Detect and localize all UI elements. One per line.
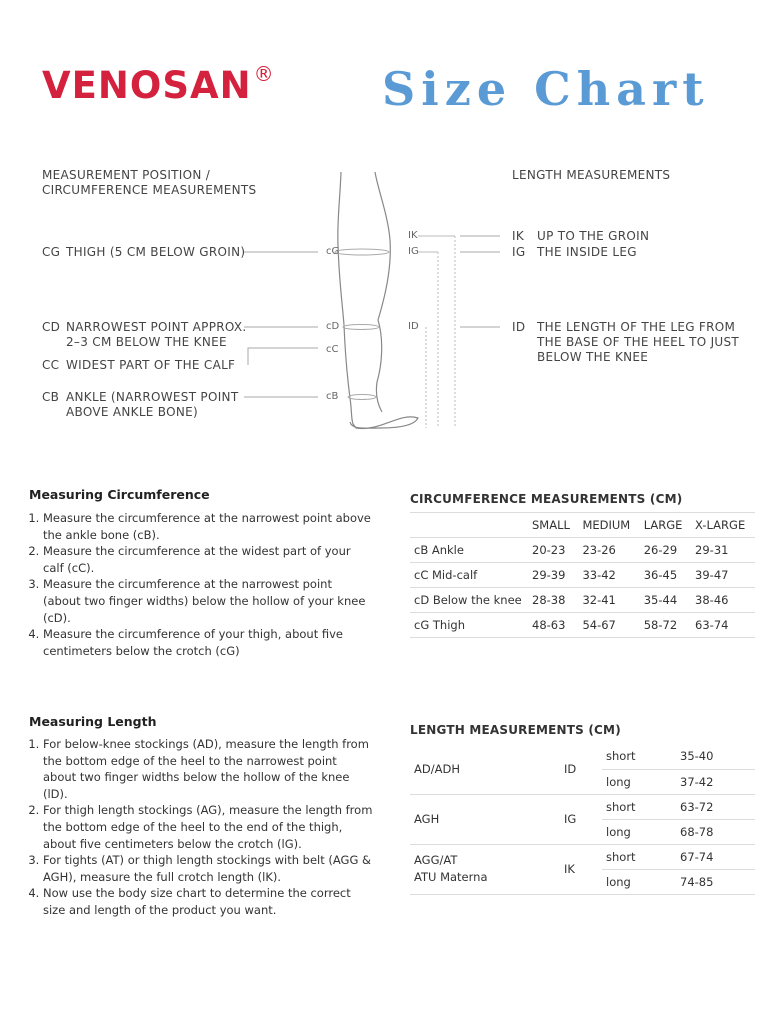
length-value: 63-72 xyxy=(676,794,755,819)
table-cell: 28-38 xyxy=(528,588,578,613)
product-name: AGH xyxy=(414,812,440,826)
ig-code: IG xyxy=(512,245,526,259)
cb-text-line1: ANKLE (NARROWEST POINT xyxy=(66,390,239,404)
code-cell: ID xyxy=(560,744,602,794)
table-row xyxy=(410,613,755,638)
code-cell: IK xyxy=(560,844,602,894)
cg-code: CG xyxy=(42,245,61,259)
ig-text: THE INSIDE LEG xyxy=(537,245,637,259)
list-item: 1. For below-knee stockings (AD), measure the length from the bottom edge of the heel to the narrowest point about two finger widths below the hollow of the knee (lD). xyxy=(43,736,373,802)
length-value: 35-40 xyxy=(676,744,755,769)
left-heading-line2: CIRCUMFERENCE MEASUREMENTS xyxy=(42,183,257,197)
cb-code: CB xyxy=(42,390,60,404)
list-item: 1. Measure the circumference at the narrowest point above the ankle bone (cB). xyxy=(43,510,373,543)
list-item: 3. Measure the circumference at the narrowest point (about two finger widths) below the hollow of your knee (cD). xyxy=(43,576,373,626)
left-heading-line1: MEASUREMENT POSITION / xyxy=(42,168,211,182)
circumference-table-title: CIRCUMFERENCE MEASUREMENTS (CM) xyxy=(410,492,683,506)
length-label: short xyxy=(602,794,676,819)
cc-text: WIDEST PART OF THE CALF xyxy=(66,358,236,372)
circumference-heading: Measuring Circumference xyxy=(29,487,210,502)
cd-text xyxy=(66,320,247,350)
column-header: SMALL xyxy=(528,513,578,538)
length-value: 37-42 xyxy=(676,769,755,794)
length-value: 68-78 xyxy=(676,819,755,844)
leg-label-cg: cG xyxy=(326,246,340,257)
length-label: long xyxy=(602,769,676,794)
table-row xyxy=(410,844,755,869)
cg-text: THIGH (5 CM BELOW GROIN) xyxy=(66,245,246,259)
list-item: 4. Now use the body size chart to determine the correct size and length of the product you want. xyxy=(43,885,373,918)
leg-label-cb: cB xyxy=(326,391,339,402)
length-label: short xyxy=(602,744,676,769)
left-heading xyxy=(42,168,256,198)
circumference-steps xyxy=(28,510,373,659)
table-row xyxy=(410,744,755,769)
table-cell: 54-67 xyxy=(578,613,639,638)
product-cell xyxy=(410,844,560,894)
table-cell: cD Below the knee xyxy=(410,588,528,613)
product-name-line2: ATU Materna xyxy=(414,870,488,884)
ik-text: UP TO THE GROIN xyxy=(537,229,650,243)
table-row xyxy=(410,794,755,819)
table-cell: 33-42 xyxy=(578,563,639,588)
length-steps xyxy=(28,736,373,919)
table-cell: 63-74 xyxy=(691,613,755,638)
list-item: 2. For thigh length stockings (AG), measure the length from the bottom edge of the heel to the end of the thigh, about five centimeters below the crotch (lG). xyxy=(43,802,373,852)
table-cell: 38-46 xyxy=(691,588,755,613)
id-text-line3: BELOW THE KNEE xyxy=(537,350,649,364)
id-text-line1: THE LENGTH OF THE LEG FROM xyxy=(537,320,736,334)
table-cell: 36-45 xyxy=(640,563,691,588)
length-value: 74-85 xyxy=(676,869,755,894)
table-cell: 29-39 xyxy=(528,563,578,588)
table-cell: 23-26 xyxy=(578,538,639,563)
cd-text-line1: NARROWEST POINT APPROX. xyxy=(66,320,247,334)
ik-code: IK xyxy=(512,229,525,243)
product-name: AGG/AT xyxy=(414,853,458,867)
table-cell: 35-44 xyxy=(640,588,691,613)
product-cell xyxy=(410,794,560,844)
column-header: X-LARGE xyxy=(691,513,755,538)
venosan-logo xyxy=(42,64,275,107)
product-name: AD/ADH xyxy=(414,761,460,776)
table-cell: 39-47 xyxy=(691,563,755,588)
table-header-row xyxy=(410,513,755,538)
table-row xyxy=(410,538,755,563)
cc-code: CC xyxy=(42,358,60,372)
column-header: LARGE xyxy=(640,513,691,538)
length-table xyxy=(410,744,755,895)
cd-text-line2: 2–3 CM BELOW THE KNEE xyxy=(66,335,227,349)
circumference-table xyxy=(410,512,755,638)
length-heading: Measuring Length xyxy=(29,714,157,729)
length-value: 67-74 xyxy=(676,844,755,869)
table-cell: 32-41 xyxy=(578,588,639,613)
list-item: 3. For tights (AT) or thigh length stockings with belt (AGG & AGH), measure the full crotch length (lK). xyxy=(43,852,373,885)
registered-mark: ® xyxy=(253,62,275,86)
table-cell: 26-29 xyxy=(640,538,691,563)
cd-code: CD xyxy=(42,320,61,334)
cb-text xyxy=(66,390,238,420)
table-cell: 20-23 xyxy=(528,538,578,563)
table-cell: 29-31 xyxy=(691,538,755,563)
table-cell: cC Mid-calf xyxy=(410,563,528,588)
leg-label-ik: IK xyxy=(408,230,418,241)
leg-label-ig: IG xyxy=(408,246,419,257)
code-cell: IG xyxy=(560,794,602,844)
table-row xyxy=(410,563,755,588)
table-cell: 48-63 xyxy=(528,613,578,638)
leg-label-cd: cD xyxy=(326,321,340,332)
right-heading: LENGTH MEASUREMENTS xyxy=(512,168,671,182)
cb-text-line2: ABOVE ANKLE BONE) xyxy=(66,405,199,419)
table-cell: cG Thigh xyxy=(410,613,528,638)
table-cell: 58-72 xyxy=(640,613,691,638)
product-cell xyxy=(410,744,560,794)
id-text xyxy=(537,320,739,365)
length-label: long xyxy=(602,819,676,844)
id-text-line2: THE BASE OF THE HEEL TO JUST xyxy=(537,335,740,349)
table-row xyxy=(410,588,755,613)
length-label: long xyxy=(602,869,676,894)
length-table-title: LENGTH MEASUREMENTS (CM) xyxy=(410,723,621,737)
column-header: MEDIUM xyxy=(578,513,639,538)
brand-name: VENOSAN xyxy=(42,64,252,107)
leg-label-id: ID xyxy=(408,321,419,332)
length-label: short xyxy=(602,844,676,869)
table-cell: cB Ankle xyxy=(410,538,528,563)
id-code: ID xyxy=(512,320,526,334)
list-item: 2. Measure the circumference at the widest part of your calf (cC). xyxy=(43,543,373,576)
list-item: 4. Measure the circumference of your thigh, about five centimeters below the crotch (cG) xyxy=(43,626,373,659)
page-title: Size Chart xyxy=(382,62,710,116)
measurement-diagram xyxy=(0,160,768,450)
column-header xyxy=(410,513,528,538)
leg-label-cc: cC xyxy=(326,344,339,355)
